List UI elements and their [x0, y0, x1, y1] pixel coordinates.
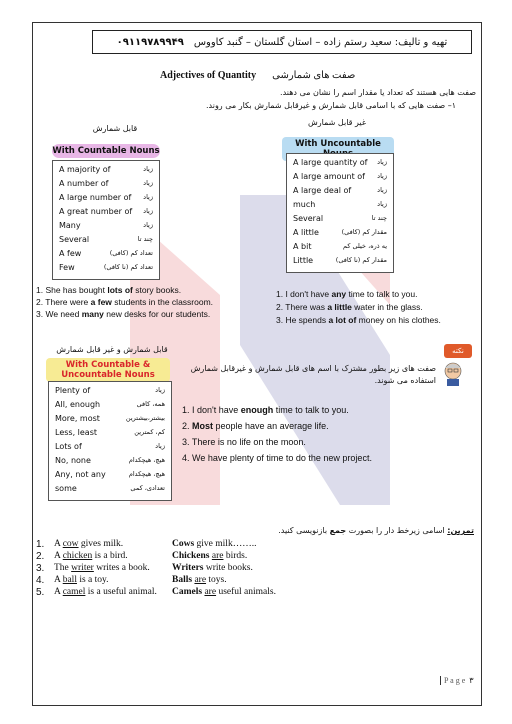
- example-bold: many: [81, 309, 104, 319]
- quantifier-fa: بیشتر،بیشترین: [125, 414, 165, 422]
- uncountable-tab: With Uncountable: [282, 137, 394, 161]
- example-pre: 4. We have plenty of time to do the new project.: [182, 453, 372, 463]
- exercise-item: [36, 586, 456, 598]
- example-sentence: [276, 288, 476, 301]
- uncountable-row: [293, 200, 387, 209]
- quantifier-en: Any, not any: [55, 470, 106, 479]
- quantifier-en: A few: [59, 249, 82, 258]
- quantifier-en: No, none: [55, 456, 91, 465]
- quantifier-fa: مقدار کم (کافی): [341, 228, 387, 236]
- exercise-singular: [54, 563, 172, 573]
- exercise-singular: [54, 551, 172, 561]
- exercise-b-bold: Camels: [172, 587, 203, 597]
- quantifier-fa: زیاد: [143, 165, 153, 173]
- exercise-item: [36, 538, 456, 550]
- page-title: [160, 70, 355, 81]
- intro-line-1: صفت هایی هستند که تعداد یا مقدار اسم را نشان می دهند.: [280, 88, 476, 97]
- exercise-a-u: ball: [62, 575, 77, 585]
- example-post: money on his clothes.: [356, 315, 441, 325]
- example-pre: 3. We need: [36, 309, 82, 319]
- countable-row: [59, 235, 153, 244]
- exercise-header: [174, 526, 474, 535]
- both-box: [48, 381, 172, 501]
- quantifier-en: A little: [293, 228, 319, 237]
- example-pre: 3. He spends: [276, 315, 329, 325]
- note-badge: نکته: [444, 344, 472, 358]
- uncountable-row: [293, 186, 387, 195]
- quantifier-en: Less, least: [55, 428, 98, 437]
- quantifier-fa: تعدادی، کمی: [130, 484, 165, 492]
- exercise-a-post: gives milk.: [78, 539, 124, 549]
- example-bold: Most: [192, 421, 214, 431]
- quantifier-en: Many: [59, 221, 81, 230]
- example-sentence: [36, 296, 276, 308]
- quantifier-en: A majority of: [59, 165, 111, 174]
- exercise-b-u: are: [194, 575, 207, 585]
- quantifier-en: Several: [293, 214, 324, 223]
- uncountable-heading: غیر قابل شمارش: [307, 118, 367, 127]
- example-post: story books.: [132, 285, 182, 295]
- both-row: [55, 470, 165, 479]
- example-sentence: [276, 314, 476, 327]
- teacher-avatar-icon: [440, 360, 466, 386]
- quantifier-fa: زیاد: [143, 193, 153, 201]
- uncountable-box: [286, 153, 394, 273]
- example-post: time to talk to you.: [346, 289, 418, 299]
- quantifier-fa: مقدار کم (نا کافی): [335, 256, 387, 264]
- example-sentence: [276, 301, 476, 314]
- example-pre: 1. She has bought: [36, 285, 108, 295]
- example-sentence: [182, 434, 442, 450]
- example-bold: a lot of: [328, 315, 357, 325]
- note-line-1: صفت های زیر بطور مشترک با اسم های قابل شمارش و غیرقابل شمارش: [190, 364, 436, 373]
- phone-number: ۰۹۱۱۹۷۸۹۹۴۹: [116, 36, 184, 48]
- example-bold: any: [331, 289, 347, 299]
- both-tab-line-1: With Countable &: [65, 360, 151, 370]
- quantifier-fa: تعداد کم (نا کافی): [103, 263, 153, 271]
- uncountable-row: [293, 228, 387, 237]
- both-row: [55, 400, 165, 409]
- quantifier-en: More, most: [55, 414, 100, 423]
- exercise-a-post: writes a book.: [93, 563, 150, 573]
- exercise-a-pre: A: [54, 551, 63, 561]
- exercise-num: 3.: [36, 562, 45, 574]
- both-row: [55, 428, 165, 437]
- example-pre: 2. There were: [36, 297, 91, 307]
- exercise-bold-word: جمع: [329, 526, 347, 535]
- quantifier-en: some: [55, 484, 77, 493]
- exercise-singular: [54, 575, 172, 585]
- uncountable-examples: [276, 288, 476, 327]
- both-row: [55, 386, 165, 395]
- quantifier-en: A large amount of: [293, 172, 365, 181]
- quantifier-fa: هیچ، هیچکدام: [128, 470, 165, 478]
- example-post: time to talk to you.: [273, 405, 349, 415]
- quantifier-en: Few: [59, 263, 75, 272]
- uncountable-row: [293, 214, 387, 223]
- title-en: Adjectives of Quantity: [160, 70, 257, 81]
- example-pre: 1. I don't have: [276, 289, 332, 299]
- quantifier-en: A number of: [59, 179, 109, 188]
- exercise-a-pre: A: [54, 575, 63, 585]
- quantifier-fa: هیچ، هیچکدام: [128, 456, 165, 464]
- header-bar: [92, 30, 472, 54]
- exercise-item: [36, 550, 456, 562]
- quantifier-fa: زیاد: [377, 186, 387, 194]
- quantifier-fa: زیاد: [155, 442, 165, 450]
- page-label: P a g e: [444, 676, 466, 685]
- example-post: new desks for our students.: [103, 309, 211, 319]
- exercise-b-bold: Chickens: [172, 551, 210, 561]
- quantifier-en: Several: [59, 235, 90, 244]
- countable-heading: قابل شمارش: [92, 124, 138, 133]
- exercise-num: 4.: [36, 574, 45, 586]
- intro-line-2: ۱– صفت هایی که با اسامی قابل شمارش و غیرقابل شمارش بکار می روند.: [205, 101, 456, 110]
- exercise-plural: [172, 587, 276, 597]
- quantifier-en: A large quantity of: [293, 158, 368, 167]
- exercise-a-post: is a useful animal.: [85, 587, 157, 597]
- quantifier-fa: چند تا: [137, 235, 153, 243]
- exercise-list: [36, 538, 456, 598]
- exercise-b-post: birds.: [223, 551, 248, 561]
- exercise-plural: [172, 551, 247, 561]
- quantifier-en: A bit: [293, 242, 312, 251]
- exercise-instruction: اسامی زیرخط دار را بصورت: [348, 526, 445, 535]
- quantifier-fa: کم، کمترین: [134, 428, 165, 436]
- example-sentence: [182, 402, 442, 418]
- exercise-singular: [54, 539, 172, 549]
- example-bold: enough: [240, 405, 274, 415]
- quantifier-en: A large number of: [59, 193, 132, 202]
- quantifier-en: Little: [293, 256, 314, 265]
- countable-row: [59, 193, 153, 202]
- quantifier-fa: تعداد کم (کافی): [109, 249, 153, 257]
- both-tab: [46, 358, 170, 382]
- uncountable-row: [293, 172, 387, 181]
- countable-row: [59, 249, 153, 258]
- example-sentence: [182, 450, 442, 466]
- title-fa: صفت های شمارشی: [272, 70, 356, 81]
- quantifier-en: Lots of: [55, 442, 82, 451]
- note-line-2: استفاده می شوند.: [374, 376, 436, 385]
- exercise-b-mid: write books.: [203, 563, 253, 573]
- exercise-b-bold: Writers: [172, 563, 204, 573]
- exercise-plural: [172, 563, 253, 573]
- exercise-item: [36, 574, 456, 586]
- exercise-b-bold: Balls: [172, 575, 193, 585]
- quantifier-fa: زیاد: [155, 386, 165, 394]
- exercise-b-u: are: [211, 551, 224, 561]
- quantifier-en: A large deal of: [293, 186, 352, 195]
- exercise-a-post: is a toy.: [76, 575, 109, 585]
- exercise-num: 1.: [36, 538, 45, 550]
- exercise-a-pre: A: [54, 539, 63, 549]
- countable-row: [59, 263, 153, 272]
- quantifier-fa: چند تا: [371, 214, 387, 222]
- quantifier-en: All, enough: [55, 400, 101, 409]
- countable-row: [59, 207, 153, 216]
- example-pre: 1. I don't have: [182, 405, 241, 415]
- exercise-a-u: cow: [62, 539, 79, 549]
- countable-examples: [36, 284, 276, 320]
- example-bold: a few: [90, 297, 112, 307]
- exercise-b-mid: give milk……..: [194, 539, 257, 549]
- example-sentence: [36, 284, 276, 296]
- both-tab-line-2: Uncountable Nouns: [61, 370, 155, 380]
- quantifier-fa: زیاد: [377, 172, 387, 180]
- page-footer: [440, 676, 474, 685]
- quantifier-fa: همه، کافی: [136, 400, 165, 408]
- exercise-b-post: toys.: [206, 575, 227, 585]
- example-pre: 3. There is no life on the moon.: [182, 437, 306, 447]
- example-pre: 2. There was: [276, 302, 328, 312]
- both-row: [55, 442, 165, 451]
- uncountable-row: [293, 158, 387, 167]
- uncountable-row: [293, 256, 387, 265]
- exercise-plural: [172, 575, 227, 585]
- exercise-a-u: writer: [71, 563, 94, 573]
- quantifier-fa: یه ذره، خیلی کم: [343, 242, 387, 250]
- quantifier-fa: زیاد: [377, 200, 387, 208]
- quantifier-en: Plenty of: [55, 386, 91, 395]
- exercise-a-u: camel: [62, 587, 86, 597]
- exercise-singular: [54, 587, 172, 597]
- quantifier-fa: زیاد: [143, 207, 153, 215]
- example-sentence: [182, 418, 442, 434]
- quantifier-fa: زیاد: [143, 179, 153, 187]
- example-bold: a little: [327, 302, 352, 312]
- both-row: [55, 484, 165, 493]
- both-row: [55, 456, 165, 465]
- author-line: تهیه و تالیف: سعید رستم زاده – استان گلستان – گنبد کاووس: [193, 36, 448, 48]
- countable-tab: With Countable Nouns: [52, 146, 160, 156]
- exercise-a-pre: The: [54, 563, 72, 573]
- countable-row: [59, 179, 153, 188]
- exercise-b-u: are: [204, 587, 217, 597]
- countable-row: [59, 221, 153, 230]
- countable-box: [52, 160, 160, 280]
- quantifier-en: much: [293, 200, 316, 209]
- example-post: water in the glass.: [351, 302, 423, 312]
- countable-row: [59, 165, 153, 174]
- exercise-num: 5.: [36, 586, 45, 598]
- exercise-b-bold: Cows: [172, 539, 195, 549]
- exercise-a-post: is a bird.: [92, 551, 128, 561]
- example-sentence: [36, 308, 276, 320]
- example-post: people have an average life.: [213, 421, 329, 431]
- exercise-a-pre: A: [54, 587, 63, 597]
- both-examples: [182, 402, 442, 466]
- example-post: students in the classroom.: [111, 297, 214, 307]
- exercise-num: 2.: [36, 550, 45, 562]
- quantifier-fa: زیاد: [377, 158, 387, 166]
- exercise-item: [36, 562, 456, 574]
- both-row: [55, 414, 165, 423]
- exercise-plural: [172, 539, 256, 549]
- uncountable-row: [293, 242, 387, 251]
- exercise-instruction-end: بازنویسی کنید.: [278, 526, 328, 535]
- exercise-b-post: useful animals.: [216, 587, 276, 597]
- exercise-a-u: chicken: [62, 551, 93, 561]
- exercise-label: تمرین:: [447, 526, 474, 535]
- page-number: ۳: [469, 676, 474, 685]
- quantifier-en: A great number of: [59, 207, 133, 216]
- quantifier-fa: زیاد: [143, 221, 153, 229]
- both-heading: قابل شمارش و غیر قابل شمارش: [56, 345, 168, 354]
- example-bold: lots of: [107, 285, 133, 295]
- example-pre: 2.: [182, 421, 193, 431]
